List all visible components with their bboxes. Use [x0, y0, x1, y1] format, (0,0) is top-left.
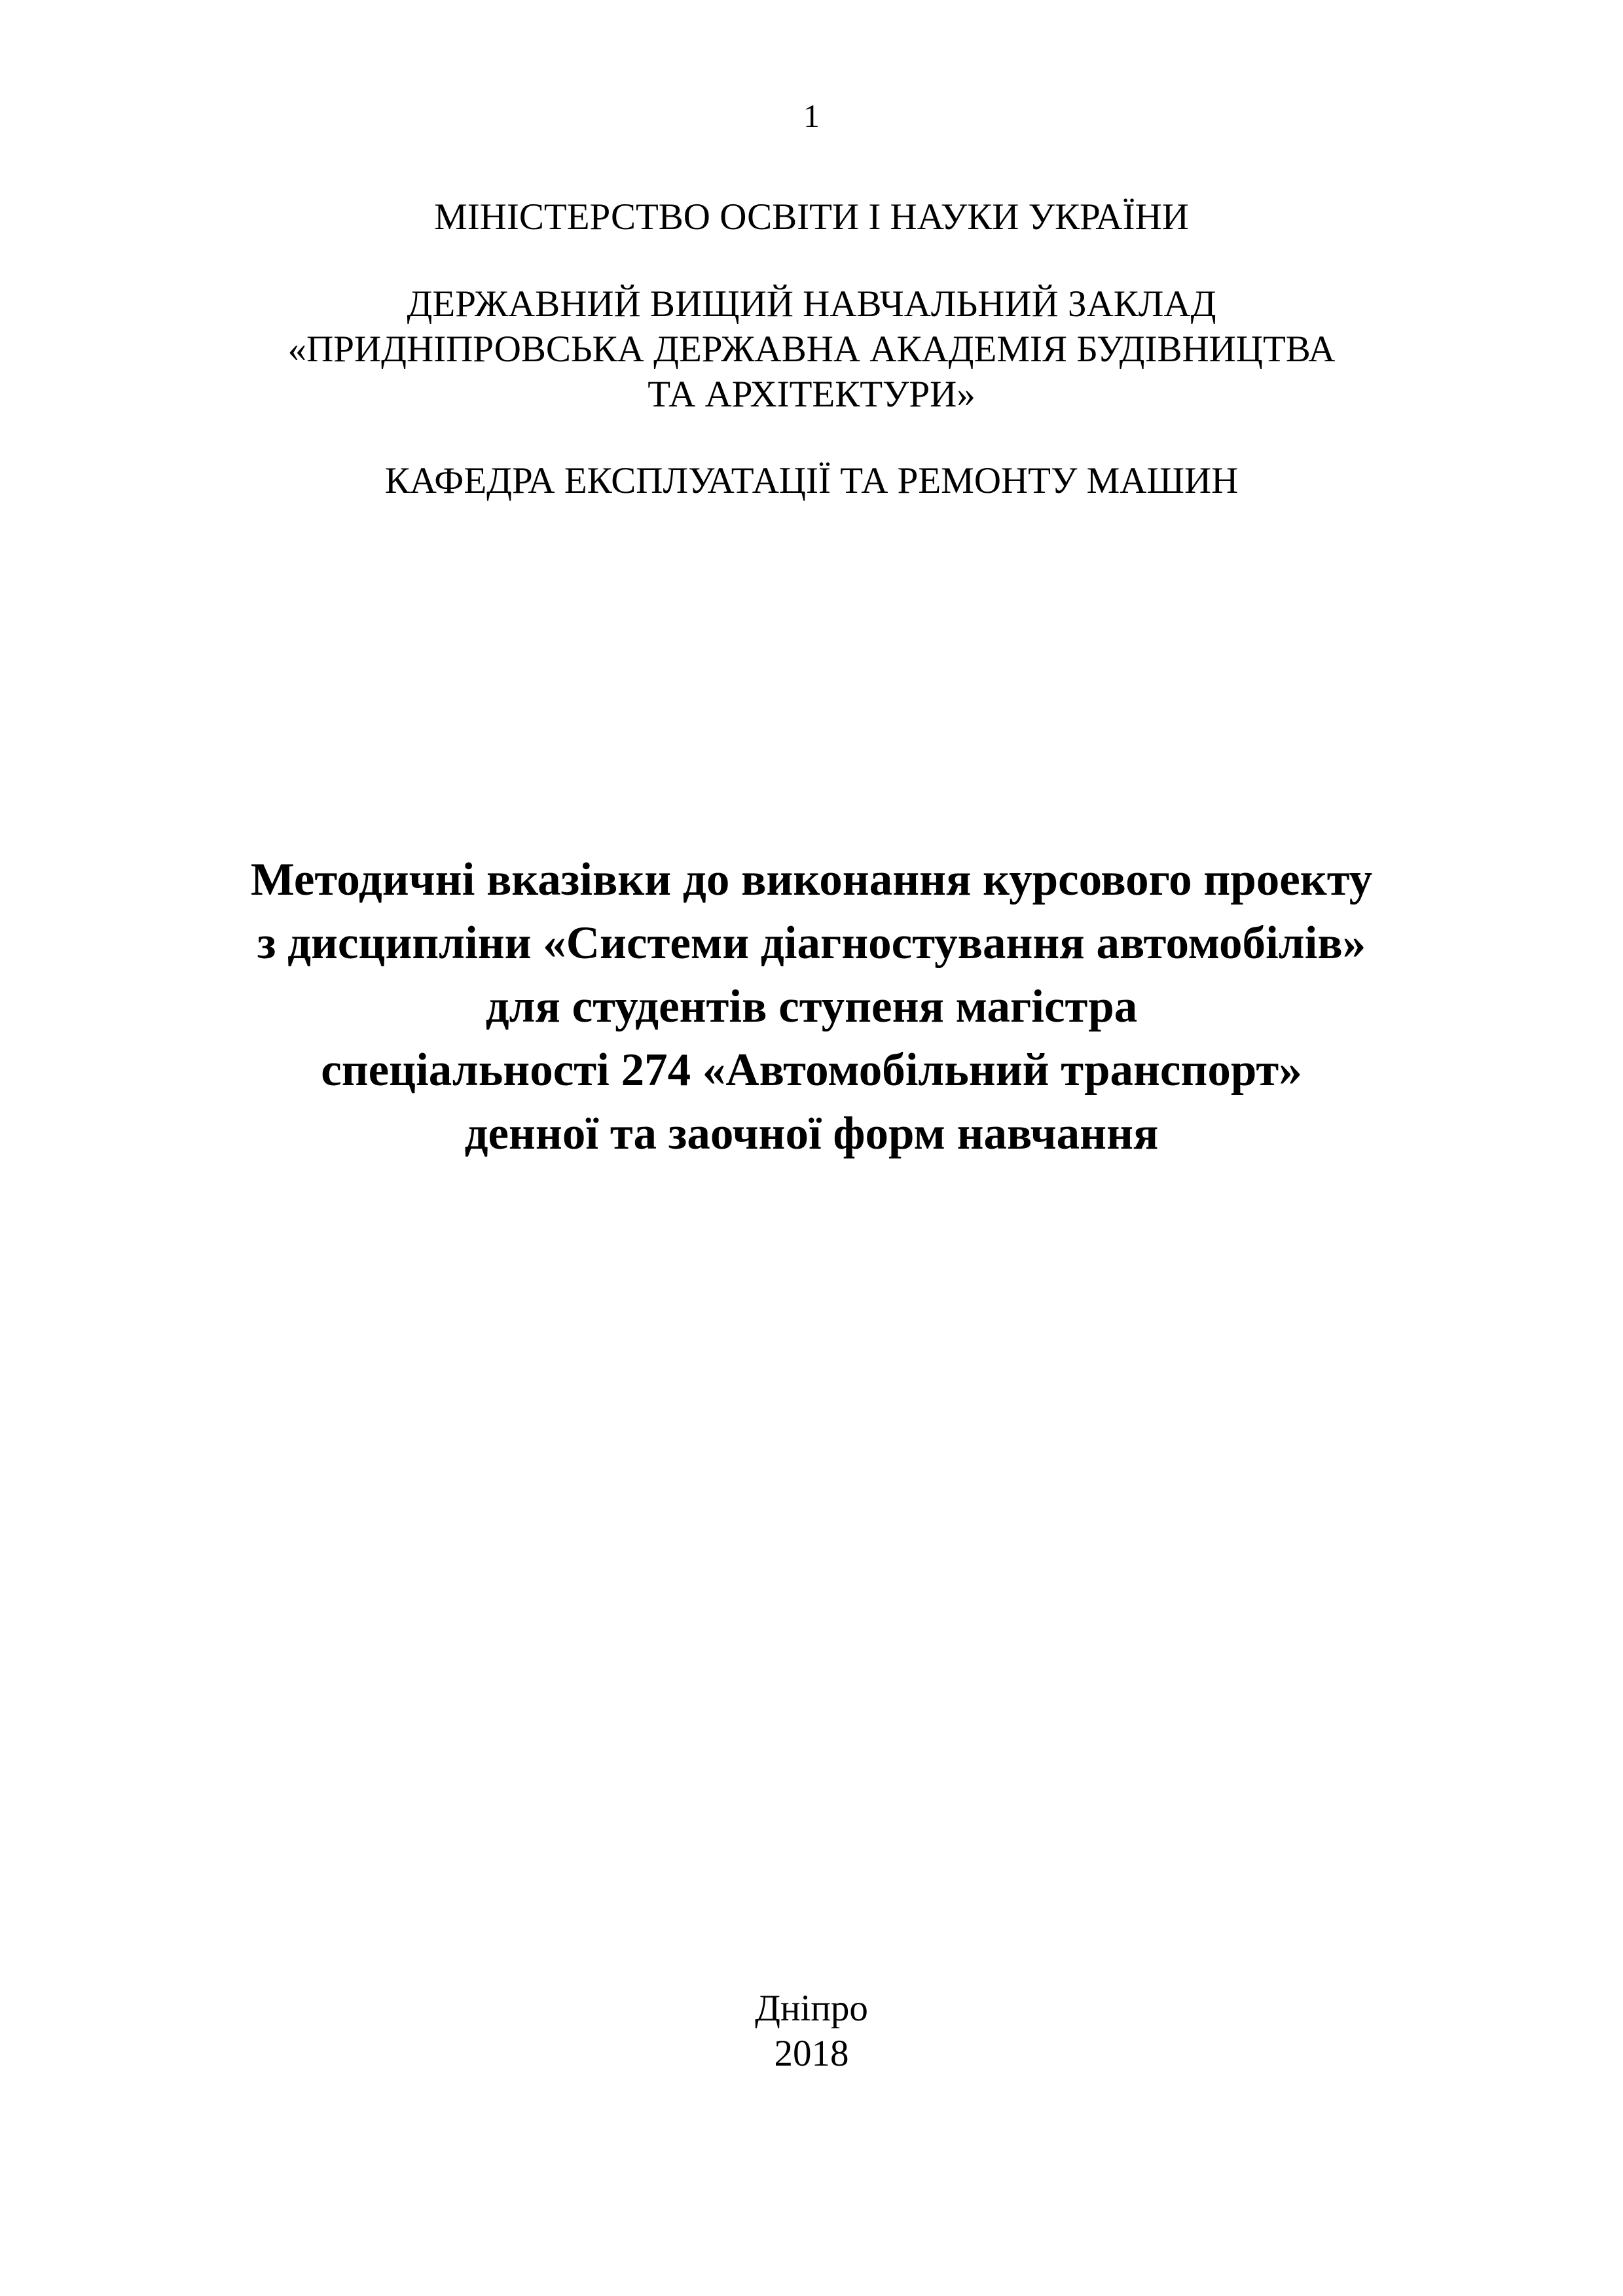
ministry-heading: МІНІСТЕРСТВО ОСВІТИ І НАУКИ УКРАЇНИ — [434, 196, 1189, 238]
institution-line-2: «ПРИДНІПРОВСЬКА ДЕРЖАВНА АКАДЕМІЯ БУДІВНИЦТВА — [287, 329, 1336, 370]
page-number: 1 — [803, 98, 820, 134]
publication-city: Дніпро — [755, 1988, 868, 2029]
document-title-line-3: для студентів ступеня магістра — [485, 981, 1138, 1032]
institution-line-3: ТА АРХІТЕКТУРИ» — [647, 374, 976, 415]
document-title-line-2: з дисципліни «Системи діагностування автомобілів» — [257, 918, 1366, 969]
department-heading: КАФЕДРА ЕКСПЛУАТАЦІЇ ТА РЕМОНТУ МАШИН — [384, 460, 1239, 501]
document-title-line-4: спеціальності 274 «Автомобільний транспорт» — [321, 1045, 1302, 1096]
institution-line-1: ДЕРЖАВНИЙ ВИЩИЙ НАВЧАЛЬНИЙ ЗАКЛАД — [407, 283, 1216, 325]
publication-year: 2018 — [774, 2033, 849, 2074]
document-title-line-1: Методичні вказівки до виконання курсового проекту — [250, 854, 1373, 905]
document-title-line-5: денної та заочної форм навчання — [464, 1108, 1159, 1159]
